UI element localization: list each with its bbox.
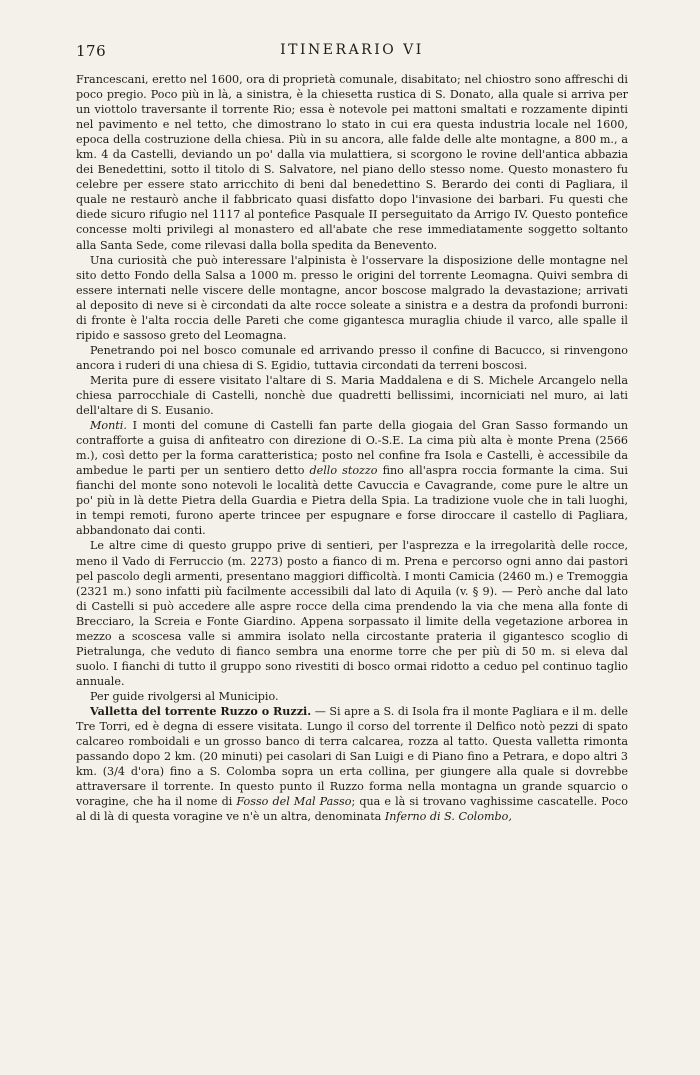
page-header (76, 42, 628, 62)
text-run: Le altre cime di questo gruppo prive di sentieri, per l'asprezza e la irregolarità delle rocce, meno il Vado di Ferruccio (m. 2273) posto a fianco di m. Prena e percorso ogni anno dai pastori pel pascolo degli armenti, presentano maggiori difficoltà. I monti Camicia (2460 m.) e Tremoggia (2321 m.) sono infatti più facilmente accessibili dal lato di Aquila (v. § 9). — Però anche dal lato di Castelli si può accedere alle aspre rocce della cima prendendo la via che mena alla fonte di Brecciaro, la Screia e Fonte Giardino. Appena sorpassato il limite della vegetazione arborea in mezzo a scoscesa valle si ammira isolato nella circostante prateria il gigantesco scoglio di Pietralunga, che veduto di fianco sembra una enorme torre che per più di 50 m. si eleva dal suolo. I fianchi di tutto il gruppo sono rivestiti di bosco ormai ridotto a ceduo pel continuo taglio annuale. (76, 539, 628, 688)
body-text (76, 72, 628, 824)
text-run: — Si apre a S. di Isola fra il monte Pagliara e il m. delle Tre Torri, ed è degna di essere visitata. Lungo il corso del torrente il Delfico notò pezzi di spato calcareo romboidali e un grosso banco di terra calcarea, rozza al tatto. Questa valletta rimonta passando dopo 2 km. (20 minuti) pei casolari di San Luigi e di Piano fino a Petrara, e dopo altri 3 km. (3/4 d'ora) fino a S. Colomba sopra un erta collina, per giungere alla quale si dovrebbe attraversare il torrente. In questo punto il Ruzzo forma nella montagna un grande squarcio o voragine, che ha il nome di (76, 704, 628, 809)
italic-text: dello stozzo (309, 464, 378, 478)
text-run: I monti del comune di Castelli fan parte della giogaia del Gran Sasso formando un contrafforte a guisa di anfiteatro con direzione di O.-S.E. La cima più alta è monte Prena (2566 m.), così detto per la forma caratteristica; posto nel confine fra Isola e Castelli, è accessibile da ambedue le parti per un sentiero detto (76, 419, 628, 478)
text-run: Per guide rivolgersi al Municipio. (90, 689, 279, 703)
paragraph (76, 373, 628, 418)
text-run: fino all'aspra roccia formante la cima. Sui fianchi del monte sono notevoli le località dette Cavuccia e Cavagrande, come pure le altre un po' più in là dette Pietra della Guardia e Pietra della Spia. La tradizione vuole che in tali luoghi, in tempi remoti, furono aperte trincee per espugnare e forse diroccare il castello di Pagliara, abbandonato dai conti. (76, 464, 628, 538)
italic-text: Inferno di S. Colombo, (384, 810, 512, 824)
section-heading: Valletta del torrente Ruzzo o Ruzzi. (90, 704, 312, 718)
page-number: 176 (76, 42, 107, 60)
paragraph (76, 72, 628, 253)
text-run: ; qua e là si trovano vaghissime cascatelle. Poco al di là di questa voragine ve n'è un altra, denominata (76, 795, 629, 824)
paragraph (76, 253, 628, 343)
text-run: Francescani, eretto nel 1600, ora di proprietà comunale, disabitato; nel chiostro sono affreschi di poco pregio. Poco più in là, a sinistra, è la chiesetta rustica di S. Donato, alla quale si arriva per un viottolo traversante il torrente Rio; essa è notevole pei mattoni smaltati e rozzamente dipinti nel pavimento e nel tetto, che dimostrano lo stato in cui era questa industria locale nel 1600, epoca della costruzione della chiesa. Più in su ancora, alle falde delle alte montagne, a 800 m., a km. 4 da Castelli, deviando un po' dalla via mulattiera, si scorgono le rovine dell'antica abbazia dei Benedettini, sotto il titolo di S. Salvatore, nel piano dello stesso nome. Questo monastero fu celebre per essere stato arricchito di beni dal benedettino S. Berardo dei conti di Pagliara, il quale ne restaurò anche il fabbricato quasi disfatto dopo l'invasione dei barbari. Fu questi che diede sicuro rifugio nel 1117 al pontefice Pasquale II perseguitato da Arrigo IV. Questo pontefice concesse molti privilegi al monastero ed all'abate che rese immediatamente soggetto soltanto alla Santa Sede, come rilevasi dalla bolla spedita da Benevento. (76, 73, 628, 252)
italic-text: Monti. (90, 419, 127, 433)
paragraph (76, 343, 628, 373)
paragraph (76, 538, 628, 688)
text-run: Una curiosità che può interessare l'alpinista è l'osservare la disposizione delle montagne nel sito detto Fondo della Salsa a 1000 m. presso le origini del torrente Leomagna. Quivi sembra di essere internati nelle viscere delle montagne, ancor boscose malgrado la devastazione; arrivati al deposito di neve si è circondati da alte rocce soleate a sinistra e a destra da profondi burroni: di fronte è l'alta roccia delle Pareti che come gigantesca muraglia chiude il varco, alle spalle il ripido e sassoso greto del Leomagna. (76, 253, 628, 342)
paragraph (76, 418, 628, 538)
paragraph (76, 689, 628, 704)
text-run: Penetrando poi nel bosco comunale ed arrivando presso il confine di Bacucco, si rinvengono ancora i ruderi di una chiesa di S. Egidio, tuttavia circondati da terreni boscosi. (76, 343, 628, 372)
running-title: ITINERARIO VI (280, 42, 424, 58)
italic-text: Fosso del Mal Passo (236, 795, 352, 809)
paragraph (76, 704, 628, 824)
text-run: Merita pure di essere visitato l'altare di S. Maria Maddalena e di S. Michele Arcangelo nella chiesa parrocchiale di Castelli, nonchè due quadretti bellissimi, incorniciati nel muro, ai lati dell'altare di S. Eusanio. (76, 373, 628, 418)
